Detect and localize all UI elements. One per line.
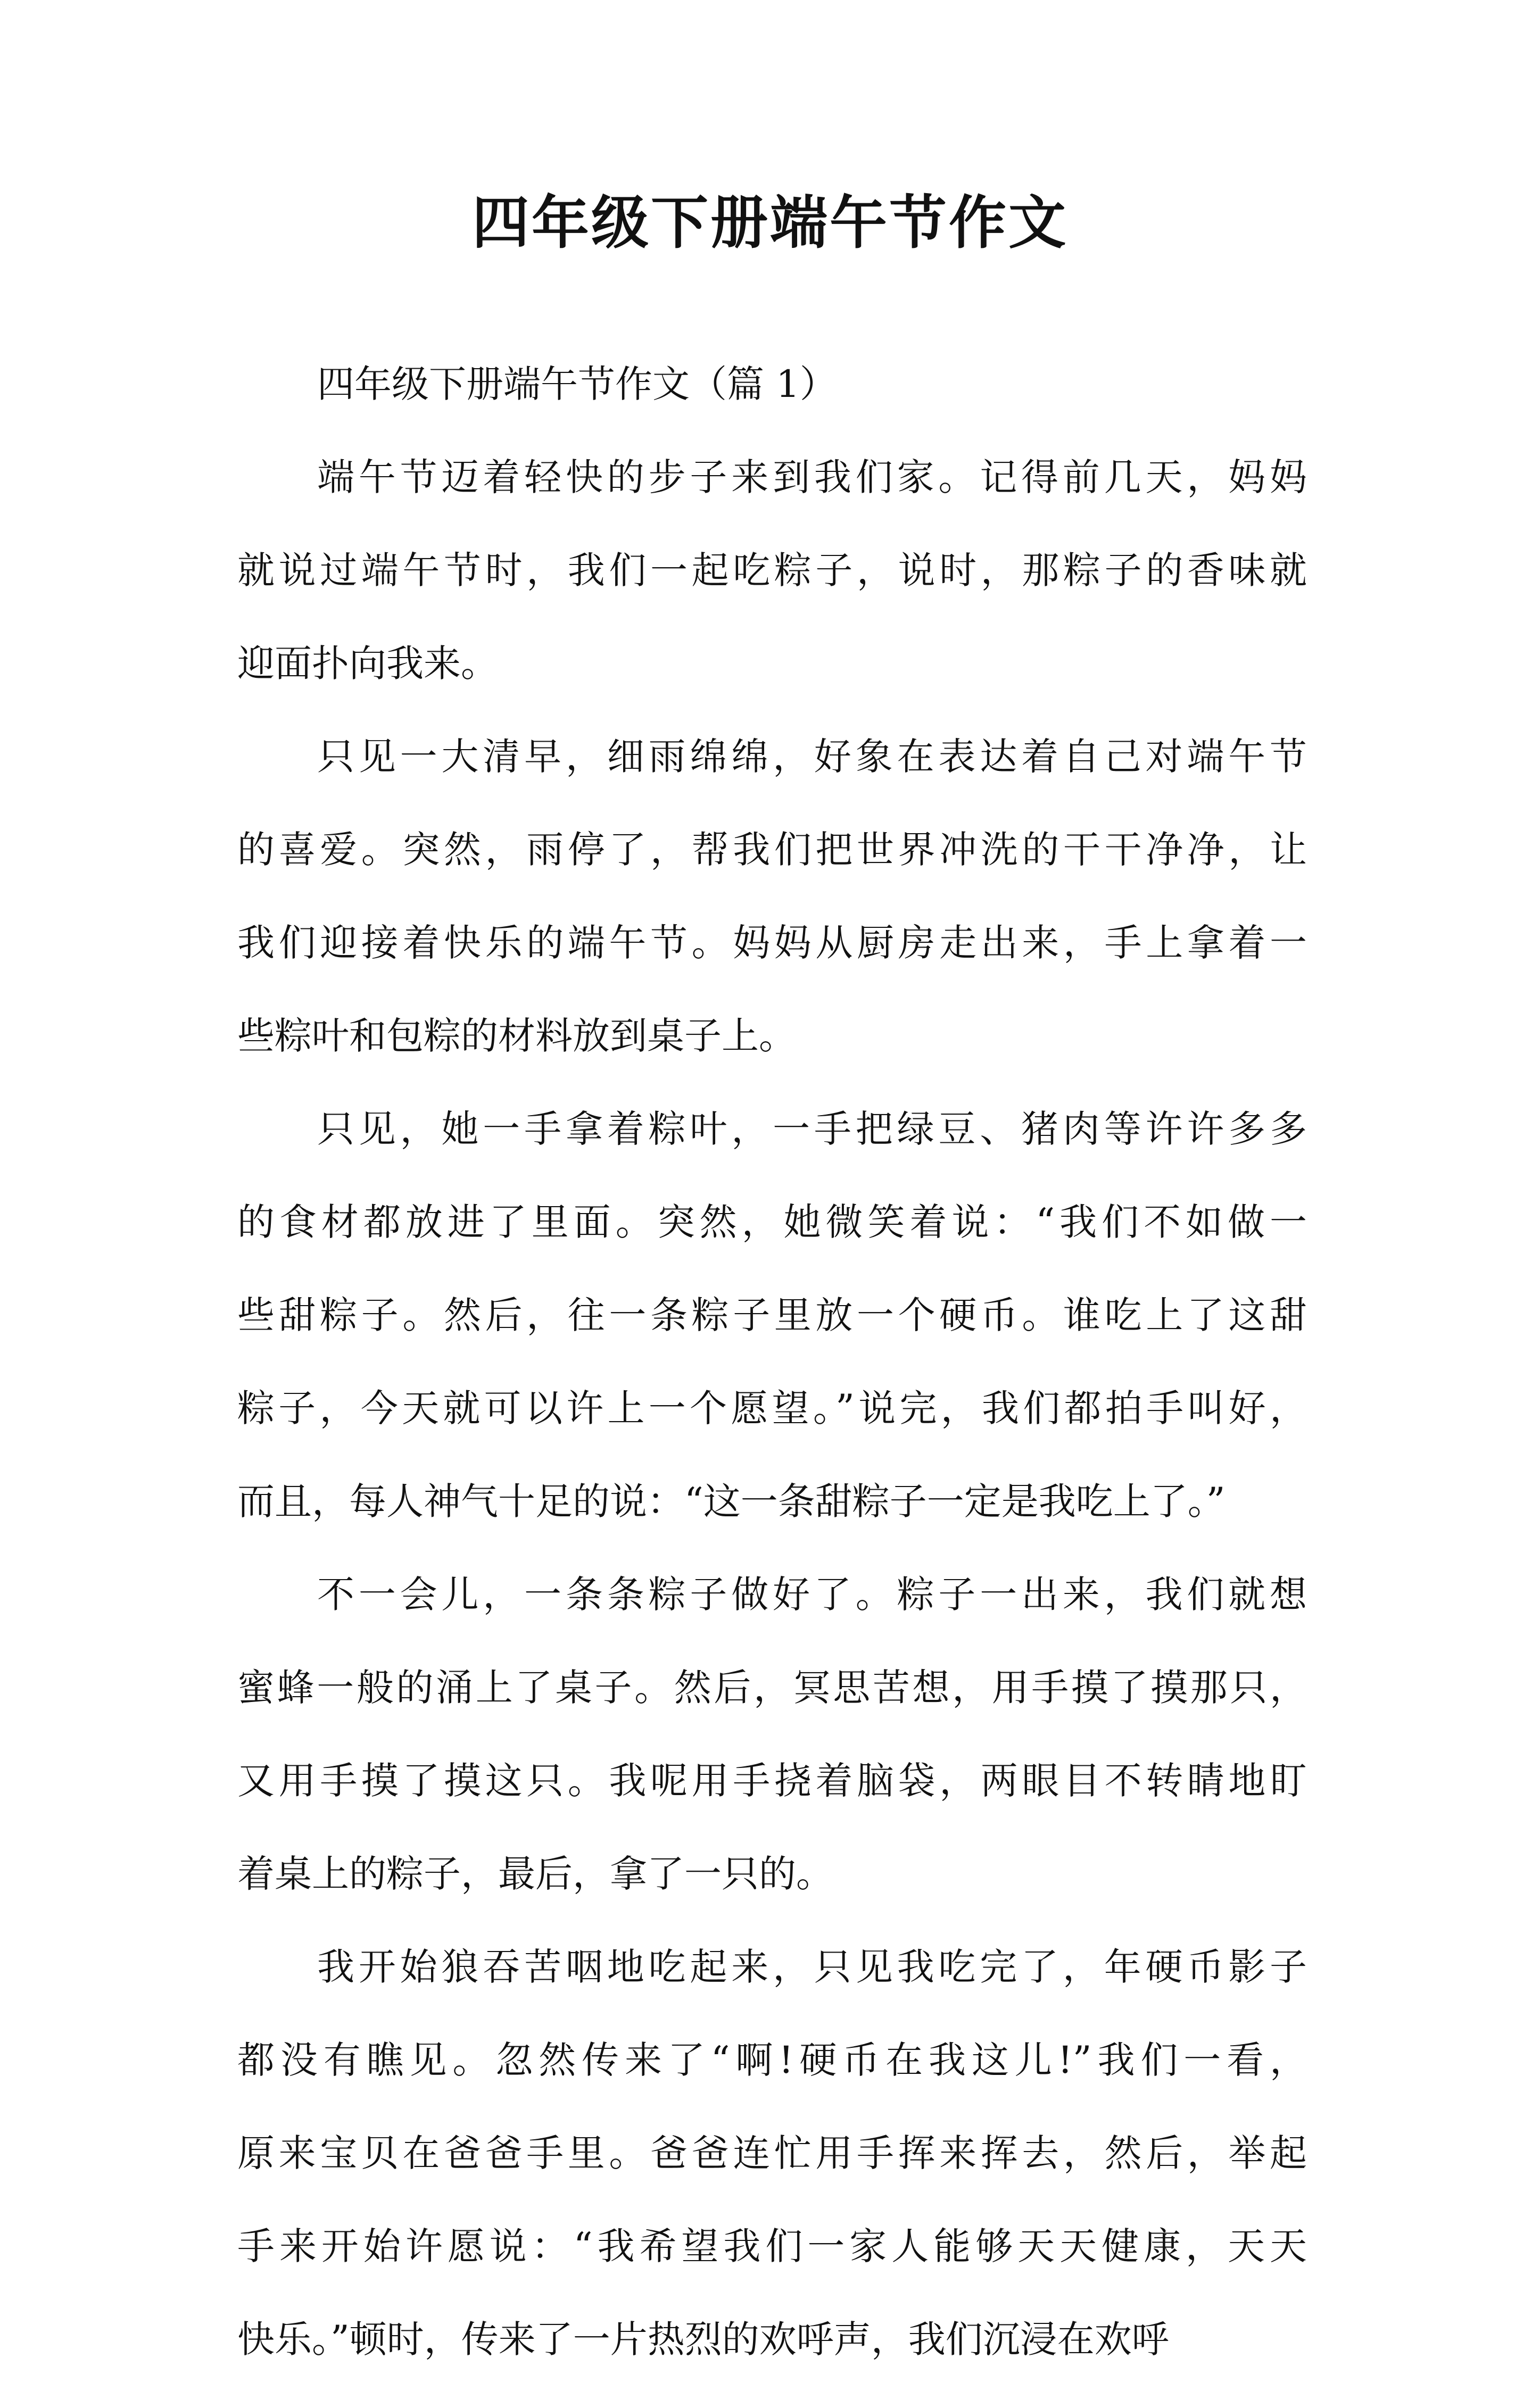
- paragraph-line: 粽子，今天就可以许上一个愿望。”说完，我们都拍手叫好，: [237, 1386, 1307, 1430]
- paragraph: [237, 1105, 1307, 1570]
- paragraph-line: 我们迎接着快乐的端午节。妈妈从厨房走出来，手上拿着一: [237, 921, 1307, 965]
- paragraph-line: 蜜蜂一般的涌上了桌子。然后，冥思苦想，用手摸了摸那只，: [237, 1666, 1307, 1709]
- paragraph-line: 而且，每人神气十足的说：“这一条甜粽子一定是我吃上了。”: [237, 1480, 1226, 1523]
- document-body: [237, 360, 1307, 2408]
- paragraph-line: 手来开始许愿说：“我希望我们一家人能够天天健康，天天: [237, 2224, 1307, 2268]
- paragraph-line: 些粽叶和包粽的材料放到桌子上。: [237, 1014, 796, 1058]
- paragraph-line: 又用手摸了摸这只。我呢用手挠着脑袋，两眼目不转睛地盯: [237, 1759, 1307, 1803]
- paragraph-line: 些甜粽子。然后，往一条粽子里放一个硬币。谁吃上了这甜: [237, 1293, 1307, 1337]
- paragraph-line: 只见，她一手拿着粽叶，一手把绿豆、猪肉等许许多多: [317, 1107, 1307, 1151]
- paragraph: [237, 732, 1307, 1105]
- paragraph: [237, 1570, 1307, 1942]
- paragraph: [237, 1942, 1307, 2408]
- paragraph-line: 的食材都放进了里面。突然，她微笑着说：“我们不如做一: [237, 1200, 1307, 1244]
- section-heading: 四年级下册端午节作文（篇 1）: [317, 362, 837, 406]
- paragraph-line: 只见一大清早，细雨绵绵，好象在表达着自己对端午节: [317, 735, 1307, 778]
- paragraph-line: 着桌上的粽子，最后，拿了一只的。: [237, 1852, 833, 1896]
- paragraph-line: 快乐。”顿时，传来了一片热烈的欢呼声，我们沉浸在欢呼: [237, 2318, 1169, 2361]
- paragraph-line: 我开始狼吞苦咽地吃起来，只见我吃完了，年硬币影子: [317, 1945, 1307, 1989]
- paragraph-line: 都没有瞧见。忽然传来了“啊!硬币在我这儿!”我们一看，: [237, 2038, 1307, 2082]
- paragraph-line: 原来宝贝在爸爸手里。爸爸连忙用手挥来挥去，然后，举起: [237, 2131, 1307, 2175]
- paragraph-line: 的喜爱。突然，雨停了，帮我们把世界冲洗的干干净净，让: [237, 828, 1307, 871]
- paragraph-line: 不一会儿，一条条粽子做好了。粽子一出来，我们就想: [317, 1573, 1307, 1616]
- paragraph-line: 端午节迈着轻快的步子来到我们家。记得前几天，妈妈: [317, 455, 1307, 499]
- paragraph-list: [237, 453, 1307, 2408]
- document-title: 四年级下册端午节作文: [471, 190, 1068, 256]
- paragraph-line: 迎面扑向我来。: [237, 642, 498, 685]
- paragraph: [237, 453, 1307, 732]
- paragraph-line: 就说过端午节时，我们一起吃粽子，说时，那粽子的香味就: [237, 549, 1307, 592]
